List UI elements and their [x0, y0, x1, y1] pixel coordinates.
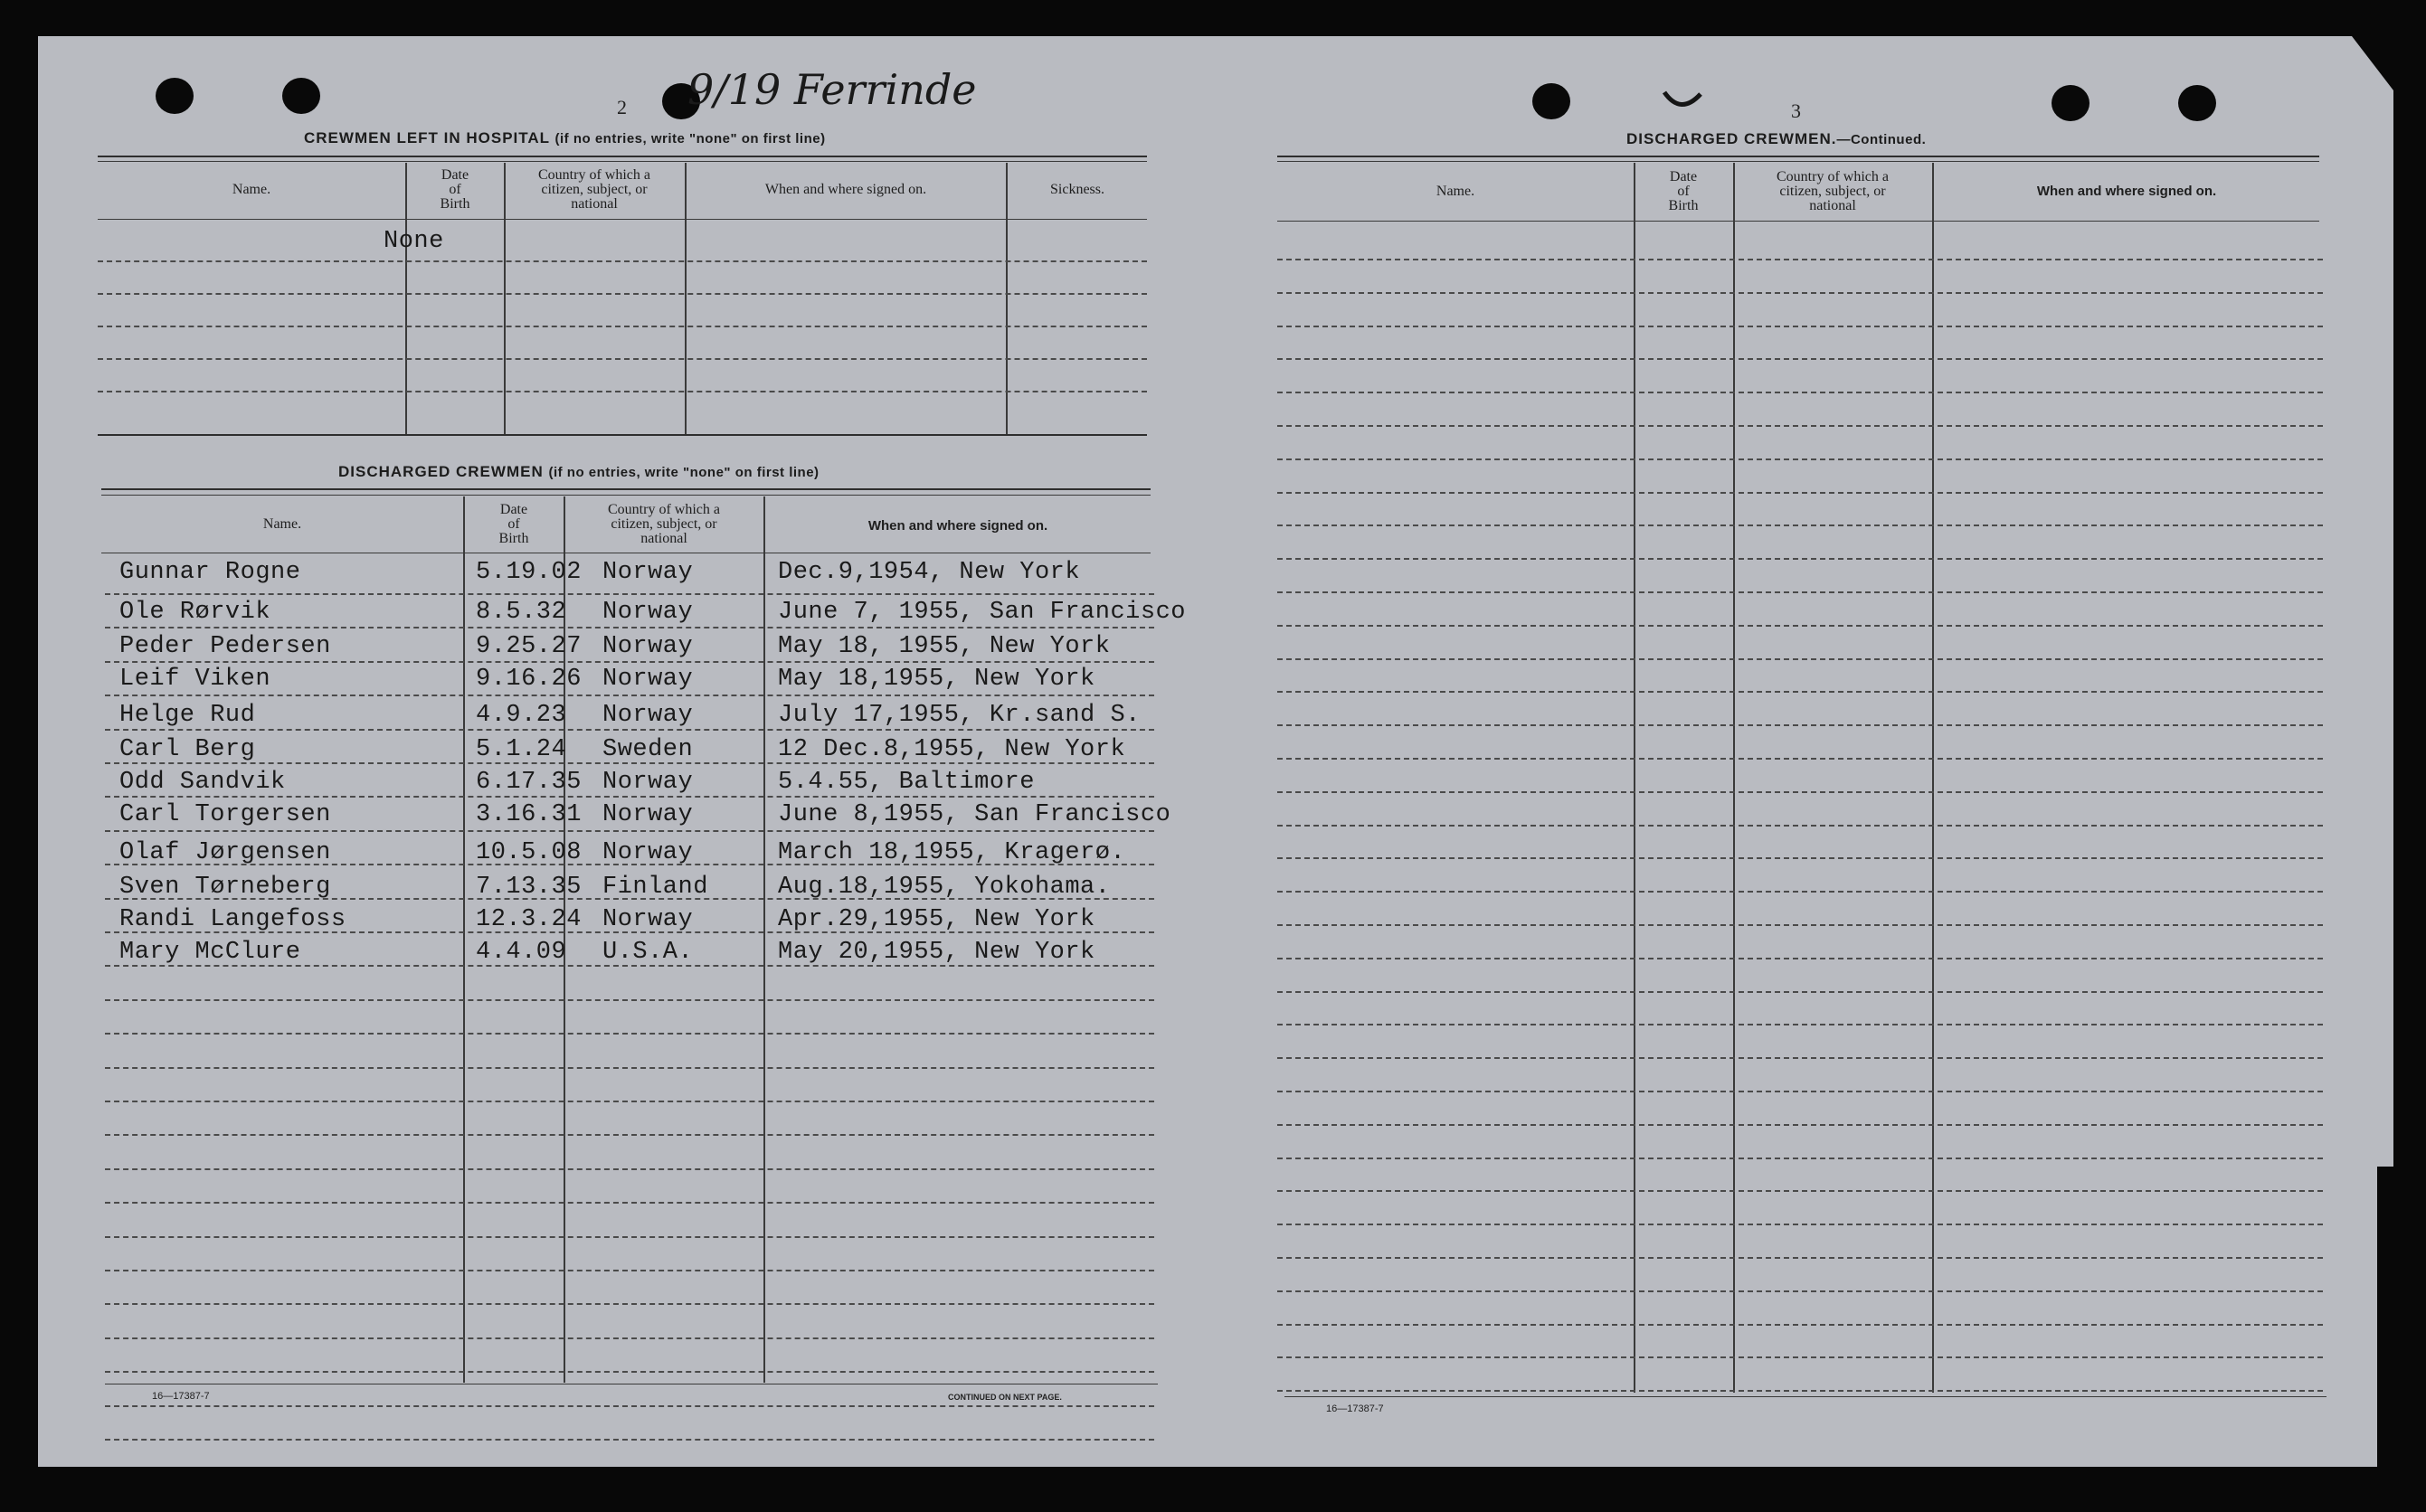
- row-divider: [105, 1270, 1154, 1271]
- right-header-signed: When and where signed on.: [2036, 184, 2217, 199]
- hospital-section-title: CREWMEN LEFT IN HOSPITAL (if no entries, write "none" on first line): [304, 129, 826, 146]
- crew-signed-on: Dec.9,1954, New York: [778, 559, 1081, 586]
- row-divider: [1277, 1390, 2323, 1392]
- handwritten-annotation: 9/19 Ferrinde: [687, 65, 977, 114]
- crew-name: Randi Langefoss: [119, 906, 346, 933]
- row-divider: [1277, 658, 2323, 660]
- row-divider: [105, 796, 1154, 798]
- row-divider: [1277, 492, 2323, 494]
- row-divider: [1277, 758, 2323, 760]
- row-divider: [1277, 1224, 2323, 1225]
- row-divider: [1277, 991, 2323, 993]
- crew-country: Norway: [602, 906, 694, 933]
- row-divider: [1277, 1124, 2323, 1126]
- row-divider: [1277, 1290, 2323, 1292]
- row-divider: [1277, 292, 2323, 294]
- row-divider: [1277, 458, 2323, 460]
- row-divider: [1277, 425, 2323, 427]
- page-number-right: 3: [1791, 99, 1801, 122]
- row-divider: [105, 1202, 1154, 1204]
- crew-signed-on: 5.4.55, Baltimore: [778, 769, 1035, 796]
- punch-hole: [282, 78, 320, 114]
- hospital-header-signed: When and where signed on.: [764, 182, 927, 197]
- discharged-header-name: Name.: [262, 516, 302, 532]
- crew-country: Sweden: [602, 736, 694, 763]
- row-divider: [1277, 358, 2323, 360]
- crew-name: Mary McClure: [119, 939, 301, 966]
- hospital-none-entry: None: [384, 228, 444, 255]
- punch-hole: [2052, 85, 2090, 121]
- crew-name: Gunnar Rogne: [119, 559, 301, 586]
- row-divider: [1277, 1024, 2323, 1025]
- crew-country: Norway: [602, 702, 694, 729]
- crew-name: Carl Berg: [119, 736, 256, 763]
- row-divider: [1277, 691, 2323, 693]
- hospital-header-sickness: Sickness.: [1050, 182, 1104, 197]
- discharged-header-country: Country of which a citizen, subject, or national: [608, 502, 720, 546]
- crew-signed-on: March 18,1955, Kragerø.: [778, 839, 1126, 866]
- row-divider: [105, 1371, 1154, 1373]
- continued-note: CONTINUED ON NEXT PAGE.: [948, 1393, 1062, 1402]
- row-divider: [105, 830, 1154, 832]
- row-divider: [1277, 1324, 2323, 1326]
- crew-name: Ole Rørvik: [119, 599, 271, 626]
- crew-country: Norway: [602, 666, 694, 693]
- row-divider: [105, 864, 1154, 865]
- crew-signed-on: May 18, 1955, New York: [778, 633, 1111, 660]
- discharged-header-dob: Date of Birth: [498, 502, 529, 546]
- hospital-header-name: Name.: [232, 182, 271, 197]
- crew-signed-on: May 20,1955, New York: [778, 939, 1095, 966]
- punch-hole: [156, 78, 194, 114]
- crew-name: Peder Pedersen: [119, 633, 331, 660]
- crew-country: Norway: [602, 599, 694, 626]
- right-section-title: DISCHARGED CREWMEN.—Continued.: [1626, 130, 1927, 147]
- crew-dob: 10.5.08: [476, 839, 582, 866]
- row-divider: [105, 1101, 1154, 1102]
- row-divider: [105, 593, 1154, 595]
- row-divider: [1277, 791, 2323, 793]
- row-divider: [105, 1405, 1154, 1407]
- crew-signed-on: Apr.29,1955, New York: [778, 906, 1095, 933]
- crew-signed-on: June 8,1955, San Francisco: [778, 801, 1171, 828]
- discharged-header-signed: When and where signed on.: [867, 518, 1048, 534]
- row-divider: [1277, 1057, 2323, 1059]
- crew-dob: 12.3.24: [476, 906, 582, 933]
- discharged-section-title: DISCHARGED CREWMEN (if no entries, write "none" on first line): [338, 463, 820, 480]
- right-header-dob: Date of Birth: [1668, 169, 1699, 213]
- row-divider: [1277, 326, 2323, 327]
- row-divider: [1277, 625, 2323, 627]
- row-divider: [1277, 1091, 2323, 1092]
- hospital-header-country: Country of which a citizen, subject, or national: [538, 167, 650, 212]
- crew-signed-on: June 7, 1955, San Francisco: [778, 599, 1186, 626]
- row-divider: [1277, 825, 2323, 827]
- row-divider: [105, 729, 1154, 731]
- row-divider: [1277, 524, 2323, 526]
- row-divider: [1277, 924, 2323, 926]
- crew-name: Helge Rud: [119, 702, 256, 729]
- crew-dob: 4.9.23: [476, 702, 567, 729]
- crew-dob: 6.17.35: [476, 769, 582, 796]
- crew-dob: 5.19.02: [476, 559, 582, 586]
- crew-dob: 5.1.24: [476, 736, 567, 763]
- crew-country: Norway: [602, 559, 694, 586]
- row-divider: [105, 965, 1154, 967]
- row-divider: [105, 1236, 1154, 1238]
- crew-country: U.S.A.: [602, 939, 694, 966]
- row-divider: [1277, 1190, 2323, 1192]
- crew-dob: 7.13.35: [476, 874, 582, 901]
- crew-dob: 9.16.26: [476, 666, 582, 693]
- row-divider: [105, 1033, 1154, 1035]
- row-divider: [1277, 857, 2323, 859]
- crew-name: Carl Torgersen: [119, 801, 331, 828]
- punch-hole: [2178, 85, 2216, 121]
- row-divider: [1277, 958, 2323, 959]
- hospital-header-dob: Date of Birth: [440, 167, 470, 212]
- crew-name: Olaf Jørgensen: [119, 839, 331, 866]
- punch-hole: [1532, 83, 1570, 119]
- row-divider: [105, 931, 1154, 933]
- row-divider: [1277, 558, 2323, 560]
- row-divider: [105, 1134, 1154, 1136]
- row-divider: [105, 999, 1154, 1001]
- row-divider: [1277, 891, 2323, 893]
- row-divider: [1277, 591, 2323, 593]
- form-number-right: 16—17387-7: [1326, 1403, 1384, 1414]
- crew-name: Leif Viken: [119, 666, 271, 693]
- row-divider: [105, 762, 1154, 764]
- form-number-left: 16—17387-7: [152, 1391, 210, 1402]
- row-divider: [1277, 259, 2323, 260]
- row-divider: [105, 627, 1154, 628]
- crew-country: Norway: [602, 801, 694, 828]
- row-divider: [105, 1168, 1154, 1170]
- right-header-country: Country of which a citizen, subject, or national: [1777, 169, 1889, 213]
- page-number-left: 2: [617, 96, 627, 118]
- row-divider: [105, 1337, 1154, 1339]
- crew-signed-on: 12 Dec.8,1955, New York: [778, 736, 1126, 763]
- crew-name: Odd Sandvik: [119, 769, 286, 796]
- crew-signed-on: July 17,1955, Kr.sand S.: [778, 702, 1141, 729]
- row-divider: [105, 1067, 1154, 1069]
- crew-dob: 4.4.09: [476, 939, 567, 966]
- row-divider: [105, 898, 1154, 900]
- row-divider: [1277, 392, 2323, 393]
- crew-country: Norway: [602, 633, 694, 660]
- crew-dob: 9.25.27: [476, 633, 582, 660]
- torn-corner: [2352, 36, 2393, 90]
- row-divider: [105, 1439, 1154, 1441]
- row-divider: [105, 695, 1154, 696]
- row-divider: [1277, 1158, 2323, 1159]
- crew-dob: 8.5.32: [476, 599, 567, 626]
- pencil-mark: [1661, 85, 1706, 112]
- crew-signed-on: Aug.18,1955, Yokohama.: [778, 874, 1111, 901]
- right-header-name: Name.: [1436, 184, 1475, 199]
- row-divider: [1277, 1257, 2323, 1259]
- crew-country: Norway: [602, 839, 694, 866]
- row-divider: [1277, 1356, 2323, 1358]
- row-divider: [1277, 724, 2323, 726]
- crew-name: Sven Tørneberg: [119, 874, 331, 901]
- crew-country: Finland: [602, 874, 708, 901]
- crew-signed-on: May 18,1955, New York: [778, 666, 1095, 693]
- crew-country: Norway: [602, 769, 694, 796]
- row-divider: [105, 661, 1154, 663]
- row-divider: [105, 1303, 1154, 1305]
- crew-dob: 3.16.31: [476, 801, 582, 828]
- sheet-edge-shadow: [2377, 1167, 2393, 1467]
